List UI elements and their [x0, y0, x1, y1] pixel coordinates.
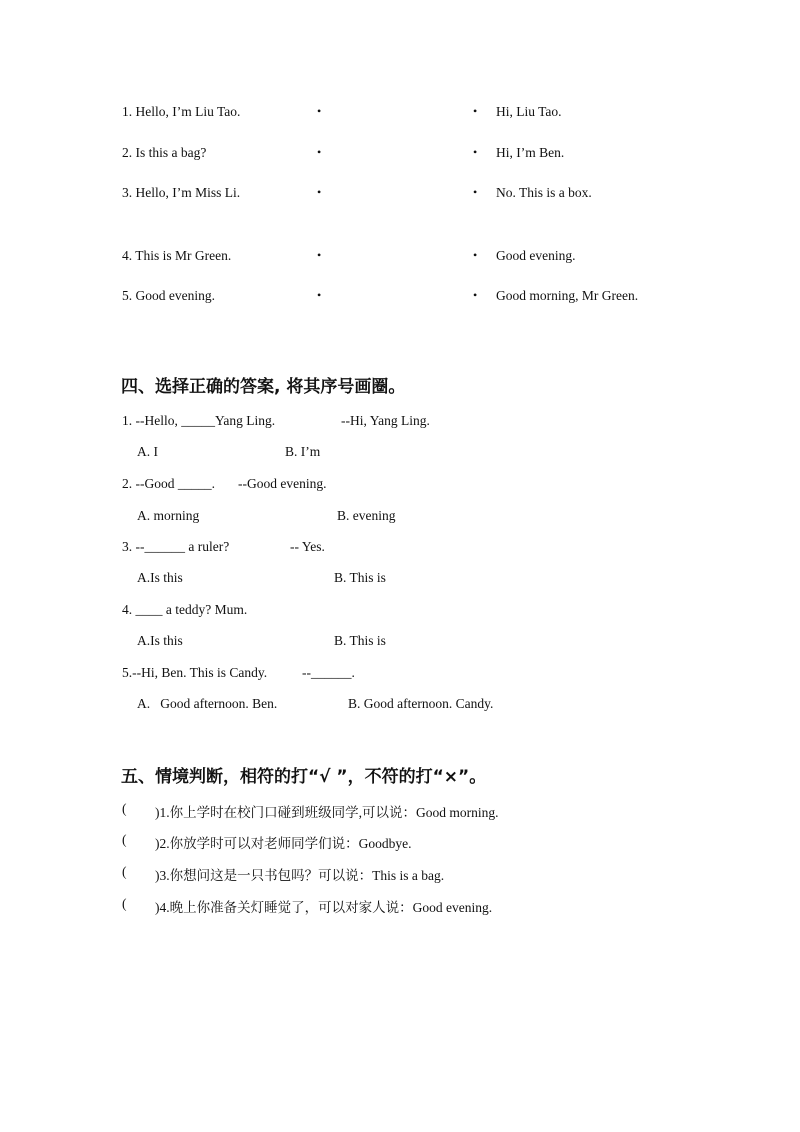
- q4-question: 4. ____ a teddy? Mum.: [122, 602, 248, 617]
- judge-item-4: )4.晚上你准备关灯睡觉了，可以对家人说：Good evening.: [155, 900, 493, 915]
- q5-reply: --______.: [302, 665, 355, 680]
- judge-paren-3[interactable]: (: [122, 864, 127, 879]
- q3-question: 3. --______ a ruler?: [122, 539, 230, 554]
- match-dot-left-3[interactable]: •: [317, 185, 322, 199]
- match-right-2: Hi, I’m Ben.: [496, 145, 565, 160]
- q1-question: 1. --Hello, _____Yang Ling.: [122, 413, 276, 428]
- match-left-5: 5. Good evening.: [122, 288, 215, 303]
- q4-option-a[interactable]: A.Is this: [137, 633, 183, 648]
- judge-item-3: )3.你想问这是一只书包吗？可以说：This is a bag.: [155, 868, 445, 883]
- section-5-title: 五、情境判断，相符的打“√ ”，不符的打“×”。: [121, 767, 487, 787]
- q2-question: 2. --Good _____.: [122, 476, 215, 491]
- q1-reply: --Hi, Yang Ling.: [341, 413, 430, 428]
- match-dot-right-2[interactable]: •: [473, 145, 478, 159]
- section-4-title: 四、选择正确的答案, 将其序号画圈。: [121, 377, 406, 397]
- q5-option-b[interactable]: B. Good afternoon. Candy.: [348, 696, 494, 711]
- q3-reply: -- Yes.: [290, 539, 325, 554]
- match-right-1: Hi, Liu Tao.: [496, 104, 562, 119]
- match-left-3: 3. Hello, I’m Miss Li.: [122, 185, 241, 200]
- q2-reply: --Good evening.: [238, 476, 327, 491]
- q3-option-b[interactable]: B. This is: [334, 570, 386, 585]
- match-right-5: Good morning, Mr Green.: [496, 288, 639, 303]
- match-dot-right-1[interactable]: •: [473, 104, 478, 118]
- q5-option-a[interactable]: A. Good afternoon. Ben.: [137, 696, 278, 711]
- match-dot-left-5[interactable]: •: [317, 288, 322, 302]
- q4-option-b[interactable]: B. This is: [334, 633, 386, 648]
- judge-paren-2[interactable]: (: [122, 832, 127, 847]
- match-dot-left-4[interactable]: •: [317, 248, 322, 262]
- match-dot-right-3[interactable]: •: [473, 185, 478, 199]
- q3-option-a[interactable]: A.Is this: [137, 570, 183, 585]
- q1-option-b[interactable]: B. I’m: [285, 444, 321, 459]
- match-left-4: 4. This is Mr Green.: [122, 248, 232, 263]
- match-left-2: 2. Is this a bag?: [122, 145, 207, 160]
- match-dot-right-4[interactable]: •: [473, 248, 478, 262]
- q2-option-a[interactable]: A. morning: [137, 508, 200, 523]
- q5-question: 5.--Hi, Ben. This is Candy.: [122, 665, 268, 680]
- match-left-1: 1. Hello, I’m Liu Tao.: [122, 104, 241, 119]
- match-dot-right-5[interactable]: •: [473, 288, 478, 302]
- match-right-4: Good evening.: [496, 248, 576, 263]
- q2-option-b[interactable]: B. evening: [337, 508, 396, 523]
- judge-item-2: )2.你放学时可以对老师同学们说：Goodbye.: [155, 836, 412, 851]
- match-dot-left-1[interactable]: •: [317, 104, 322, 118]
- match-dot-left-2[interactable]: •: [317, 145, 322, 159]
- match-right-3: No. This is a box.: [496, 185, 592, 200]
- judge-item-1: )1.你上学时在校门口碰到班级同学,可以说：Good morning.: [155, 805, 499, 820]
- judge-paren-4[interactable]: (: [122, 896, 127, 911]
- q1-option-a[interactable]: A. I: [137, 444, 158, 459]
- judge-paren-1[interactable]: (: [122, 801, 127, 816]
